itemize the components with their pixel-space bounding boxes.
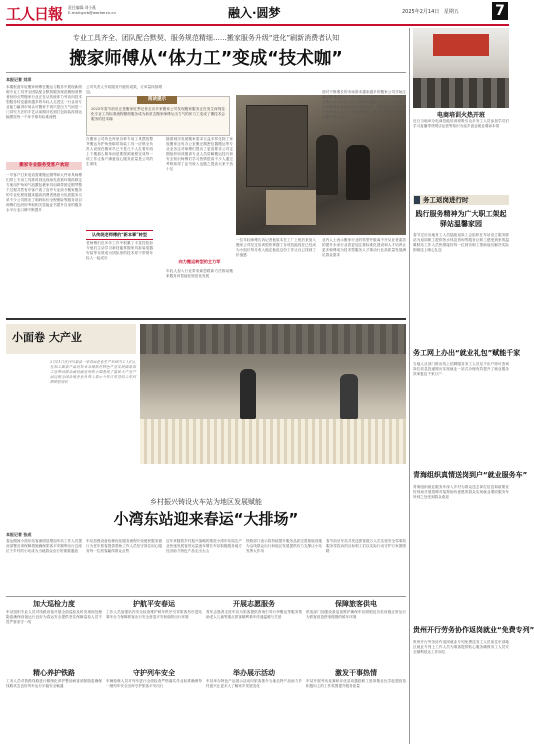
photo-box: [266, 190, 316, 225]
bottom-subhead-6: 守护列车安全: [133, 668, 175, 677]
page-number: 7: [492, 2, 508, 20]
masthead-rule: [6, 24, 509, 26]
date-text: 2025年2月14日: [402, 9, 440, 15]
lead-body-col3a: 随着城市发展搬家需求日益多样化除了家庭搬家还有办公室搬迁精密仪器搬运等专业业务这对师傅们提出了更高要求公司定期组织培训邀请专业人员讲解搬运技巧和安全知识师傅们学习热情很高不少人通过考核取得了证书收入也随之提高大家干劲十足: [166, 137, 233, 171]
lead-kicker: 专业工具齐全、团队配合默契、服务规范精细……搬家服务升级“进化”刷新消费者认知: [72, 34, 340, 42]
newspaper-logo: 工人日報: [6, 5, 63, 23]
station-divider: [6, 596, 406, 597]
bottom-text-4: 供电部门加强设备巡视维护确保车站照明及各类设施正常运行为旅客营造舒适便捷的候车环境: [306, 610, 406, 619]
bottom-subhead-3: 开展志愿服务: [233, 599, 275, 608]
lead-subhead-1: 搬家专业服务受客户欢迎: [6, 162, 82, 170]
bottom-text-8: 车站开展劳动竞赛和评优活动激励职工爱岗敬业比学赶超营造积极向上的工作氛围提升服务质量: [306, 679, 406, 688]
bottom-item-5: [6, 668, 102, 744]
bottom-text-7: 车站举办特色产品展示活动向旅客推介当地农特产品助力乡村振兴让更多人了解家乡发展变化: [206, 679, 302, 688]
station-headline: 小湾东站迎来春运“大排场”: [113, 510, 299, 528]
editor-line: 责任编辑:刘小燕: [68, 5, 96, 10]
lead-body-col1b: 一早客户打来电话需要搬运钢琴和大件家具师傅们带上专用工具准时到达现场先查看环境再制定方案用护角和气泡膜包裹家具用绑带固定钢琴整个过程井然有序客户看了直夸专业如今搬家服务的专业化程度越来越高消费者愿意为优质服务买单不少公司推出了明码标价全程保险等服务项目师傅们也纷纷考取相关技能证书提升自身的服务水平行业口碑不断提升: [6, 173, 82, 212]
left-column-divider: [409, 28, 410, 744]
right-headline-4: 贵州开行劳务协作返岗就业“免费专列”: [413, 626, 534, 634]
station-body-3: 近年来随着乡村振兴战略的推进小湾东站周边产业快速发展客货运量逐年增长车站积极服务地方经济助力特色产品走出大山: [166, 539, 242, 553]
factory-photo: [140, 324, 406, 464]
lead-divider: [6, 72, 406, 73]
email-line: E-mail:grrb@workercn.cn: [68, 10, 116, 15]
station-kicker: 乡村振兴铸设火车站为地区发展赋能: [150, 498, 262, 506]
training-screen: [433, 34, 489, 56]
bottom-item-3: [206, 599, 302, 667]
lead-body-col2b: 在搬家公司的仓库里各种专用工具摆放整齐搬运车护角垫绑带拆装工具一应俱全负责人说现在搬家早已不是几个人扛着东西上下楼那么简单而是要按照流程完成每一项工作让客户满意放心服务质量是公司的生命线: [86, 137, 153, 166]
training-audience: [413, 78, 509, 108]
lead-body-col3b: 年轻人加入行业带来新思路新方法推动搬家服务向智能化规范化发展: [166, 269, 233, 278]
right-body-2: 当地人社部门推出线上招聘服务务工人员足不出户即可查询岗位信息投递简历实现就业一站式办理有效提升了就业服务效率惠及千家万户: [413, 362, 509, 376]
section-marker-icon: [414, 196, 420, 204]
right-section-title: 务工返岗进行时: [423, 196, 469, 204]
editor-note-label: 阅读提示: [137, 96, 177, 104]
weekday-text: 星期五: [443, 9, 459, 15]
bottom-item-6: [106, 668, 202, 744]
bottom-item-2: [106, 599, 202, 667]
right-headline-3: 青海组织真情送岗到户“就业服务车”: [413, 471, 528, 479]
bottom-item-8: [306, 668, 406, 744]
station-body-5: 春节前后车站共发送旅客数万人次实现安全零事故服务零投诉的目标职工们以实际行动守护万家团圆路: [326, 539, 406, 553]
right-body-4: 贵州开行劳务协作返岗就业专列免费送务工人员前往东部地区就业专列上工作人员为乘客提供贴心服务确保务工人员安全顺利抵达工作岗位: [413, 640, 509, 654]
editor-note-box: [86, 96, 230, 136]
station-body-2: 车站加强设备检修优化服务流程开设便民服务窗口为老年旅客提供帮助工作人员坚守岗位用心服务每一位旅客赢得群众点赞: [86, 539, 162, 553]
station-body-4: 铁路部门表示将持续提升服务品质完善基础设施为沿线群众出行和地区发展提供有力支撑让小站发挥大作用: [246, 539, 322, 553]
lead-body-col5: 业内人士表示搬家行业的转型升级离不开从业者素质的提升未来行业将更加注重标准化建设和人才培养让更多师傅成为技术型服务人才推动行业高质量发展满足群众需求: [322, 238, 406, 257]
bottom-subhead-2: 护航平安春运: [133, 599, 175, 608]
training-caption-text: 近日当地举办电商技能培训班吸引众多务工人员参加学员们学习直播带货网店运营等知识为返乡创业就业增添本领: [413, 119, 509, 128]
lead-headline: 搬家师傅从“体力工”变成“技术咖”: [69, 49, 343, 69]
bottom-text-5: 工务人员对铁路线路进行精细化养护整治病害消除隐患确保线路状态良好列车运行平稳安全畅通: [6, 679, 102, 688]
bottom-text-1: 车站组织专业人员对线路设备开展全面巡检及时发现和处理隐患确保设备运行良好为春运安全提供坚实保障巡检人员不畏严寒坚守一线: [6, 610, 102, 624]
bottom-item-7: [206, 668, 302, 744]
feature-text: 2月11日在四川某县一家食品企业生产车间内工人们正在加工面条产品近年来当地依托特色产业发展面条加工业带动群众就近就业增收小面卷成了富民大产业产品远销全国各地企业负责人表示今年订单量较去年同期明显增长: [50, 360, 136, 384]
bottom-text-3: 青年志愿者走进车站为旅客提供咨询引导行李搬运等服务帮助老人儿童等重点旅客顺利乘车传递温暖与关爱: [206, 610, 302, 619]
photo-shelf: [246, 105, 308, 187]
lead-subhead-3: 向力搬运转型的主力军: [178, 259, 221, 264]
station-byline: 本报记者 张成: [6, 532, 32, 537]
lead-body-col2a: 公司负责人介绍服务升级的成果，订单量持续增加。: [86, 85, 162, 94]
lead-body-col2c: 老师傅们在多年工作中积累了丰富经验如今他们主动学习新技能掌握家具拆装电器安装等本领成为团队里的技术骨干带领年轻人一起成长: [86, 241, 153, 260]
lead-body-col1a: 本期报道年轻搬家师傅在搬运与服务中展现新面貌专业工具齐全团队配合默契服务规范精细消费者纷纷点赞搬家行业正在从传统体力劳动向技术型服务转变越来越多的年轻人走进这一行业用专业能力赢得市场认可搬家不再只是出力气而是一门讲究方法的手艺从前期评估到打包拆装再到运输摆放每一个环节都有标准流程: [6, 85, 82, 119]
lead-body-col6: 面对不断增长的市场需求越来越多的搬家公司开始注重品牌建设推出个性化服务方案从预约上门评估到打包搬运再到清洁归位全部流程透明公开客户可以通过手机随时查看服务进度师傅们统一着装持证上岗让客户更加放心也让行业形象焕然一新不少消费者表示现在搬家省心多了: [322, 90, 406, 119]
feature-box: [6, 318, 406, 470]
masthead: [6, 3, 509, 23]
lead-byline: 本报记者 刘洋: [6, 77, 32, 82]
editor-meta: [68, 5, 116, 15]
bottom-subhead-4: 保障旅客供电: [335, 599, 377, 608]
bottom-text-6: 车辆检修人员对列车进行全面检查严格落实作业标准确保每一趟列车安全出库守护旅客平安出行: [106, 679, 202, 688]
lead-body-col4: 一位年轻师傅告诉记者他原本在工厂上班后来加入搬家公司经过培训很快掌握了各项技能现在已经成为小组长每月收入稳定他说这份工作让自己找到了价值感: [236, 238, 316, 257]
factory-roof: [140, 324, 406, 354]
bottom-subhead-5: 精心养护铁路: [33, 668, 75, 677]
right-headline-2: 务工网上办出“就业礼包”赋能千家: [413, 349, 521, 357]
training-caption: 电商培训火热开班: [436, 112, 485, 119]
noodle-photo: [6, 324, 136, 354]
right-section-label: [413, 195, 509, 205]
section-title: 融入·圆梦: [228, 6, 281, 20]
feature-title: 小面卷 大产业: [12, 331, 82, 344]
bottom-subhead-7: 举办展示活动: [233, 668, 275, 677]
bottom-item-1: [6, 599, 102, 667]
noodle-racks: [140, 419, 406, 464]
lead-subhead-2: 认传统老师傅的“新本事”转型: [86, 230, 153, 240]
right-body-1: 春节过后各地务工人员陆续返岗工会组织在车站设立服务驿站为返岗职工提供热水休息咨询等服务让职工感受到家的温暖驿站工作人员热情接待每一位到访职工帮助他们解决实际困难送上暖心礼包: [413, 233, 509, 252]
issue-date: [402, 8, 459, 15]
training-photo: [413, 28, 509, 108]
factory-worker-2: [340, 374, 358, 419]
right-body-3: 青海组织就业服务车深入乡村为群众送去岗位信息和政策宣传现场开展招聘对接帮助有意愿的群众实现就业增收服务车所到之处受到群众欢迎: [413, 485, 509, 499]
bottom-subhead-1: 加大巡检力度: [33, 599, 75, 608]
station-body-1: 春运期间小湾东站客流明显增加车站工作人员提前部署各项保障措施确保旅客平安顺利出行这座位于乡村的小站成为当地群众出行的重要通道: [6, 539, 82, 553]
factory-worker-1: [240, 369, 256, 419]
bottom-text-2: 工作人员加强站内安全检查维护候车秩序引导旅客有序进站乘车全力保障旅客出行安全营造平安和谐的出行环境: [106, 610, 202, 619]
editor-note-text: 2025年春节前后正是搬家旺季记者走访多家搬家公司发现搬家服务正在发生深刻变化专业工具标准流程精细服务成为新常态搬家师傅从出力气的体力工变成了懂技术会服务的技术咖: [91, 107, 225, 121]
bottom-subhead-8: 激发干事热情: [335, 668, 377, 677]
bottom-item-4: [306, 599, 406, 667]
right-headline-1: 践行服务精神为广大职工架起驿站温馨家园: [415, 210, 507, 228]
